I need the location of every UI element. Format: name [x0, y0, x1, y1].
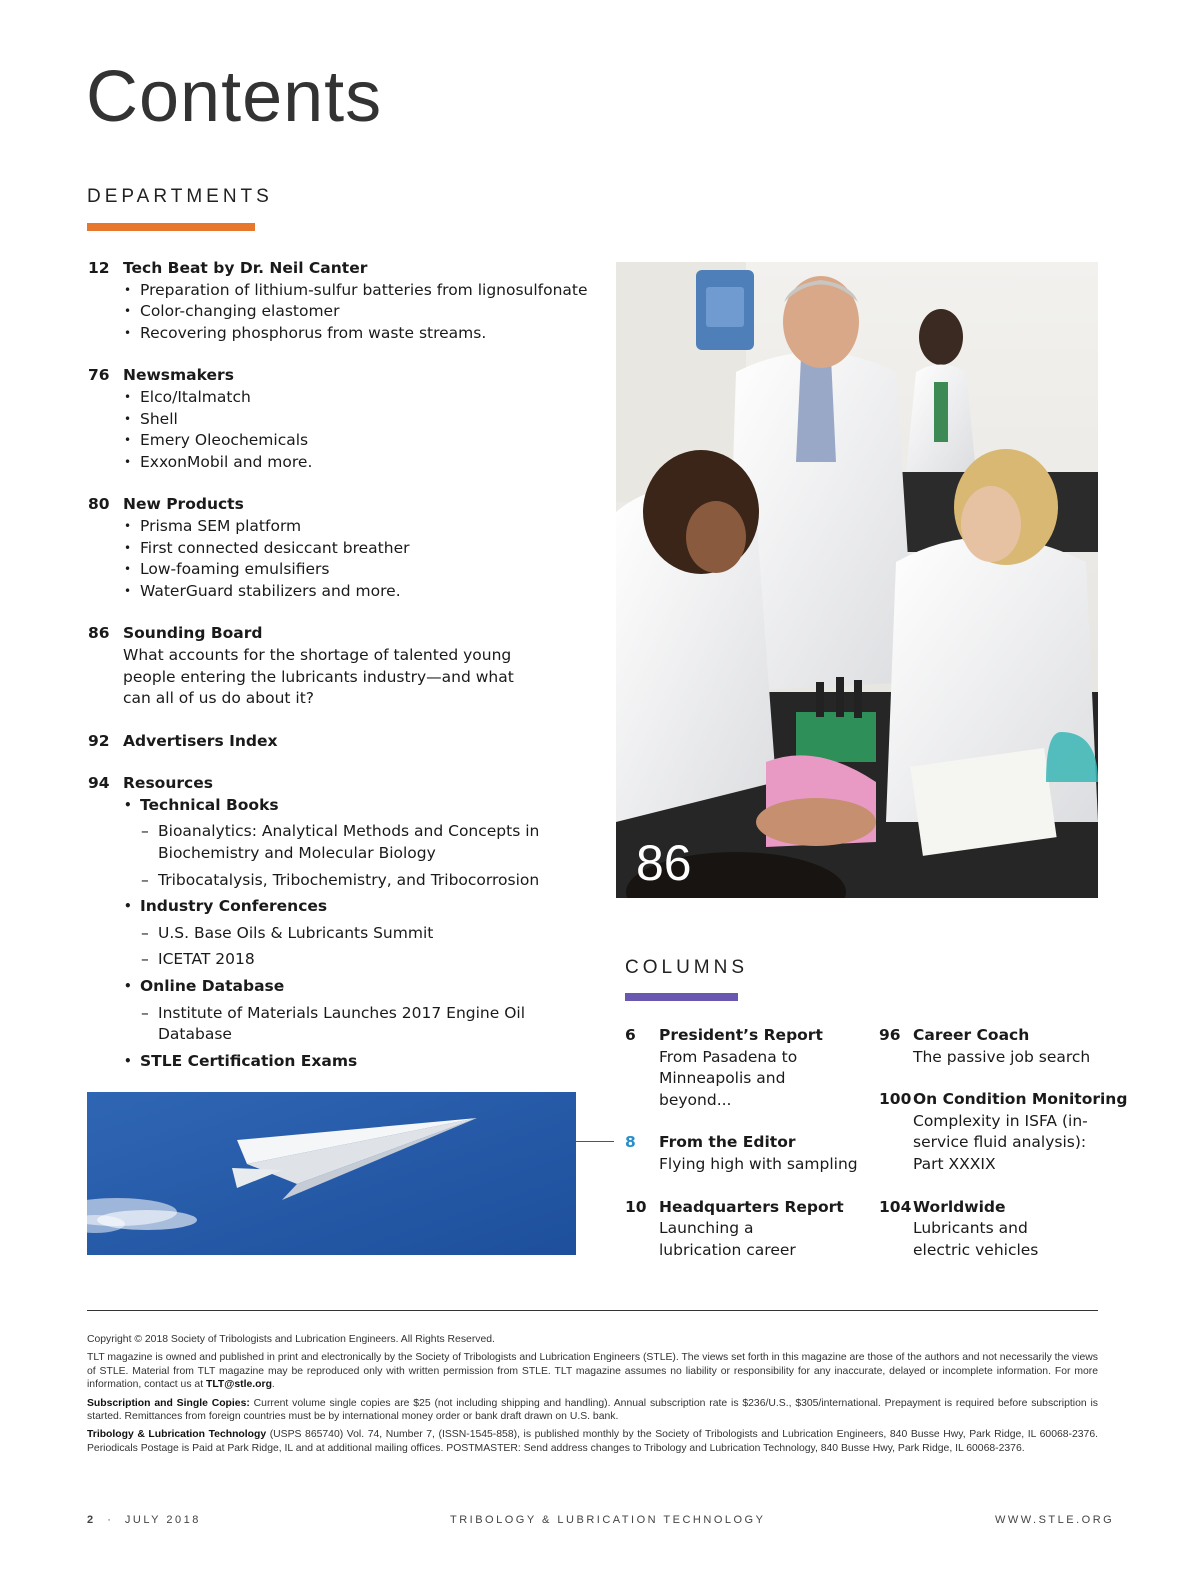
- copyright-notice: Copyright © 2018 Society of Tribologists and Lubrication Engineers. All Rights Reserved.: [87, 1334, 495, 1345]
- departments-list: [88, 258, 588, 1093]
- column-description: The passive job search: [913, 1047, 1091, 1066]
- entry-title: Sounding Board: [123, 624, 263, 643]
- entry-description: What accounts for the shortage of talented young people entering the lubricants industry—and what can all of us do about it?: [123, 645, 514, 708]
- entry-page-number: 76: [88, 366, 110, 385]
- column-title: President’s Report: [659, 1026, 823, 1044]
- column-entry[interactable]: [879, 1197, 1104, 1262]
- entry-bullet: • Shell: [123, 409, 588, 431]
- column-page-number: 8: [625, 1133, 636, 1152]
- column-entry[interactable]: [625, 1025, 865, 1111]
- lab-photo[interactable]: [616, 262, 1098, 898]
- column-entry[interactable]: [625, 1197, 865, 1262]
- department-entry[interactable]: [88, 365, 588, 473]
- entry-page-number: 80: [88, 495, 110, 514]
- column-title: Worldwide: [913, 1197, 1006, 1216]
- resource-item: – Bioanalytics: Analytical Methods and Concepts in Biochemistry and Molecular Biology: [123, 821, 588, 864]
- column-page-number: 96: [879, 1026, 901, 1044]
- column-page-number: 100: [879, 1090, 912, 1109]
- column-title: Career Coach: [913, 1026, 1030, 1044]
- ownership-notice: TLT magazine is owned and published in print and electronically by the Society of Tribologists and Lubrication Engineers (STLE). The views set forth in this magazine are those of the authors and not necessarily the views of STLE. Material from TLT magazine may be reproduced only with written permission from STLE. TLT magazine assumes no liability or responsibility for any inaccurate, delayed or incomplete information. For more information, contact us at TLT@stle.org.: [87, 1352, 1098, 1391]
- column-entry[interactable]: [879, 1025, 1104, 1068]
- entry-bullet: • Color-changing elastomer: [123, 301, 588, 323]
- lab-photo-illustration: [616, 262, 1098, 898]
- resource-item: – Institute of Materials Launches 2017 Engine Oil Database: [123, 1003, 588, 1046]
- entry-bullet: • ExxonMobil and more.: [123, 452, 588, 474]
- column-title: From the Editor: [659, 1133, 796, 1152]
- entry-bullet: • Prisma SEM platform: [123, 516, 588, 538]
- entry-page-number: 12: [88, 259, 110, 277]
- entry-title: New Products: [123, 495, 244, 514]
- column-description: Launching a lubrication career: [659, 1219, 796, 1259]
- footer-left: [87, 1514, 201, 1526]
- footer-publication: TRIBOLOGY & LUBRICATION TECHNOLOGY: [450, 1514, 766, 1526]
- departments-heading: DEPARTMENTS: [87, 186, 273, 207]
- column-page-number: 10: [625, 1197, 647, 1216]
- entry-title: Newsmakers: [123, 366, 234, 385]
- legal-fine-print: [87, 1333, 1098, 1460]
- resource-group-label: • Technical Books: [123, 795, 588, 817]
- paper-plane-illustration: [87, 1092, 576, 1255]
- entry-bullet: • WaterGuard stabilizers and more.: [123, 581, 588, 603]
- paper-plane-photo[interactable]: [87, 1092, 576, 1255]
- resource-group-label: • Industry Conferences: [123, 896, 588, 918]
- departments-accent-bar: [87, 223, 255, 231]
- entry-title: Advertisers Index: [123, 731, 278, 750]
- entry-bullet: • First connected desiccant breather: [123, 538, 588, 560]
- resource-group-label: • Online Database: [123, 976, 588, 998]
- footer-separator: ·: [107, 1514, 114, 1526]
- column-entry[interactable]: [879, 1089, 1128, 1175]
- column-page-number: 104: [879, 1197, 912, 1216]
- entry-title: Tech Beat by Dr. Neil Canter: [123, 259, 368, 277]
- resource-group-label: • STLE Certification Exams: [123, 1051, 588, 1073]
- entry-title: Resources: [123, 774, 213, 793]
- entry-page-number: 92: [88, 731, 110, 750]
- column-page-number: 6: [625, 1026, 636, 1044]
- entry-bullet: • Elco/Italmatch: [123, 387, 588, 409]
- resource-item: – Tribocatalysis, Tribochemistry, and Tribocorrosion: [123, 870, 588, 892]
- resource-item: – U.S. Base Oils & Lubricants Summit: [123, 923, 588, 945]
- column-description: Complexity in ISFA (in-service fluid analysis): Part XXXIX: [913, 1111, 1088, 1173]
- column-description: From Pasadena to Minneapolis and beyond...: [659, 1047, 798, 1109]
- department-entry[interactable]: [88, 773, 588, 1072]
- photo-page-number: 86: [636, 835, 692, 891]
- resource-item: – ICETAT 2018: [123, 949, 588, 971]
- columns-heading: COLUMNS: [625, 957, 749, 978]
- entry-bullet: • Low-foaming emulsifiers: [123, 559, 588, 581]
- entry-bullet: • Recovering phosphorus from waste streams.: [123, 323, 588, 345]
- subscription-notice: Subscription and Single Copies: Current volume single copies are $25 (not including shipping and handling). Annual subscription rate is $236/U.S., $305/international. Prepayment is required before subscription is started. Remittances from foreign countries must be by international money order or bank draft drawn on U.S. bank.: [87, 1397, 1098, 1423]
- department-entry[interactable]: [88, 494, 588, 602]
- page-title: Contents: [86, 57, 383, 137]
- contact-email-link[interactable]: TLT@stle.org: [205, 1379, 272, 1391]
- footer-divider: [87, 1310, 1098, 1311]
- column-entry[interactable]: [625, 1132, 865, 1175]
- column-description: Flying high with sampling: [659, 1154, 858, 1173]
- entry-bullet: • Emery Oleochemicals: [123, 430, 588, 452]
- department-entry[interactable]: [88, 623, 588, 709]
- footer-date: JULY 2018: [124, 1514, 201, 1526]
- editor-callout-line: [576, 1141, 614, 1142]
- entry-page-number: 94: [88, 774, 110, 793]
- columns-right-list: [879, 1025, 1128, 1261]
- entry-page-number: 86: [88, 624, 110, 643]
- column-description: Lubricants and electric vehicles: [913, 1219, 1039, 1259]
- department-entry[interactable]: [88, 258, 588, 344]
- column-title: On Condition Monitoring: [913, 1090, 1128, 1109]
- footer-website-link[interactable]: WWW.STLE.ORG: [995, 1514, 1115, 1526]
- entry-bullet: • Preparation of lithium-sulfur batteries from lignosulfonate: [123, 280, 588, 302]
- column-title: Headquarters Report: [659, 1197, 844, 1216]
- footer-page-number: 2: [87, 1514, 96, 1526]
- department-entry[interactable]: [88, 731, 588, 753]
- columns-accent-bar: [625, 993, 738, 1001]
- columns-left-list: [625, 1025, 865, 1261]
- publication-notice: Tribology & Lubrication Technology (USPS 865740) Vol. 74, Number 7, (ISSN-1545-858), is published monthly by the Society of Tribologists and Lubrication Engineers, 840 Busse Hwy, Park Ridge, IL 60068-2376. Periodicals Postage is Paid at Park Ridge, IL and at additional mailing offices. POSTMASTER: Send address changes to Tribology and Lubrication Technology, 840 Busse Hwy, Park Ridge, IL 60068-2376.: [87, 1429, 1098, 1454]
